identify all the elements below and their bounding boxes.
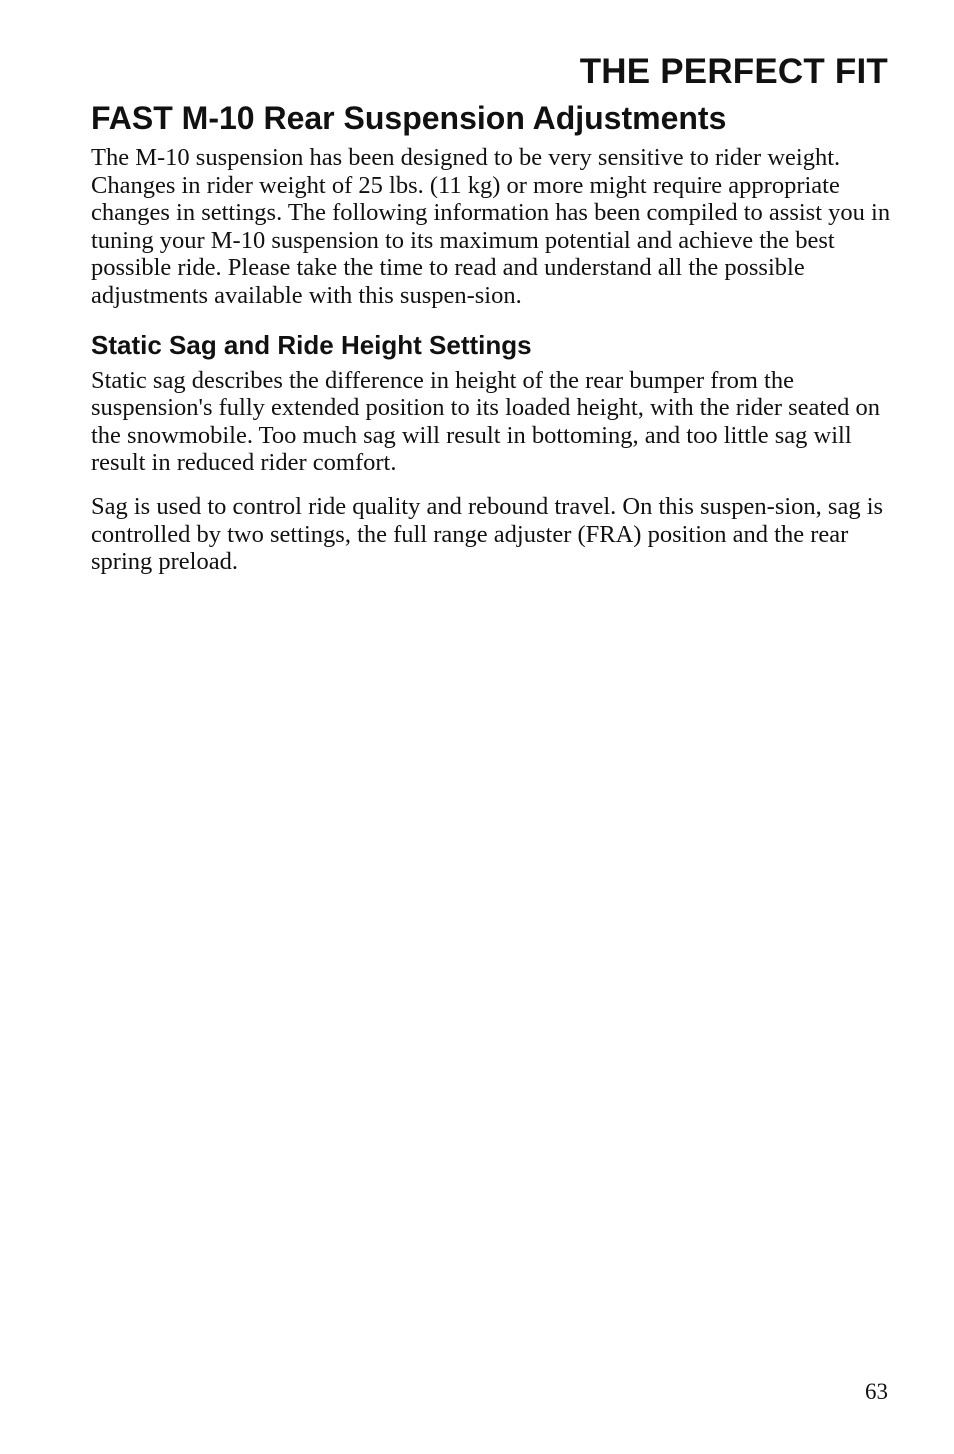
page-number: 63	[865, 1379, 888, 1404]
sag-control-paragraph: Sag is used to control ride quality and rebound travel. On this suspen-sion, sag is controlled by two settings, the full range adjuster (FRA) position and the rear spring preload.	[91, 492, 884, 576]
main-content	[91, 98, 891, 576]
intro-paragraph: The M-10 suspension has been designed to be very sensitive to rider weight. Changes in rider weight of 25 lbs. (11 kg) or more might require appropriate changes in settings. The following information has been compiled to assist you in tuning your M-10 suspension to its maximum potential and achieve the best possible ride. Please take the time to read and understand all the possible adjustments available with this suspen-sion.	[91, 144, 891, 309]
static-sag-paragraph: Static sag describes the difference in height of the rear bumper from the suspension's fully extended position to its loaded height, with the rider seated on the snowmobile. Too much sag will result in bottoming, and too little sag will result in reduced rider comfort.	[91, 366, 880, 477]
subsection-title: Static Sag and Ride Height Settings	[91, 329, 532, 360]
running-head-title: THE PERFECT FIT	[579, 52, 888, 91]
section-title: FAST M-10 Rear Suspension Adjustments	[91, 100, 727, 136]
